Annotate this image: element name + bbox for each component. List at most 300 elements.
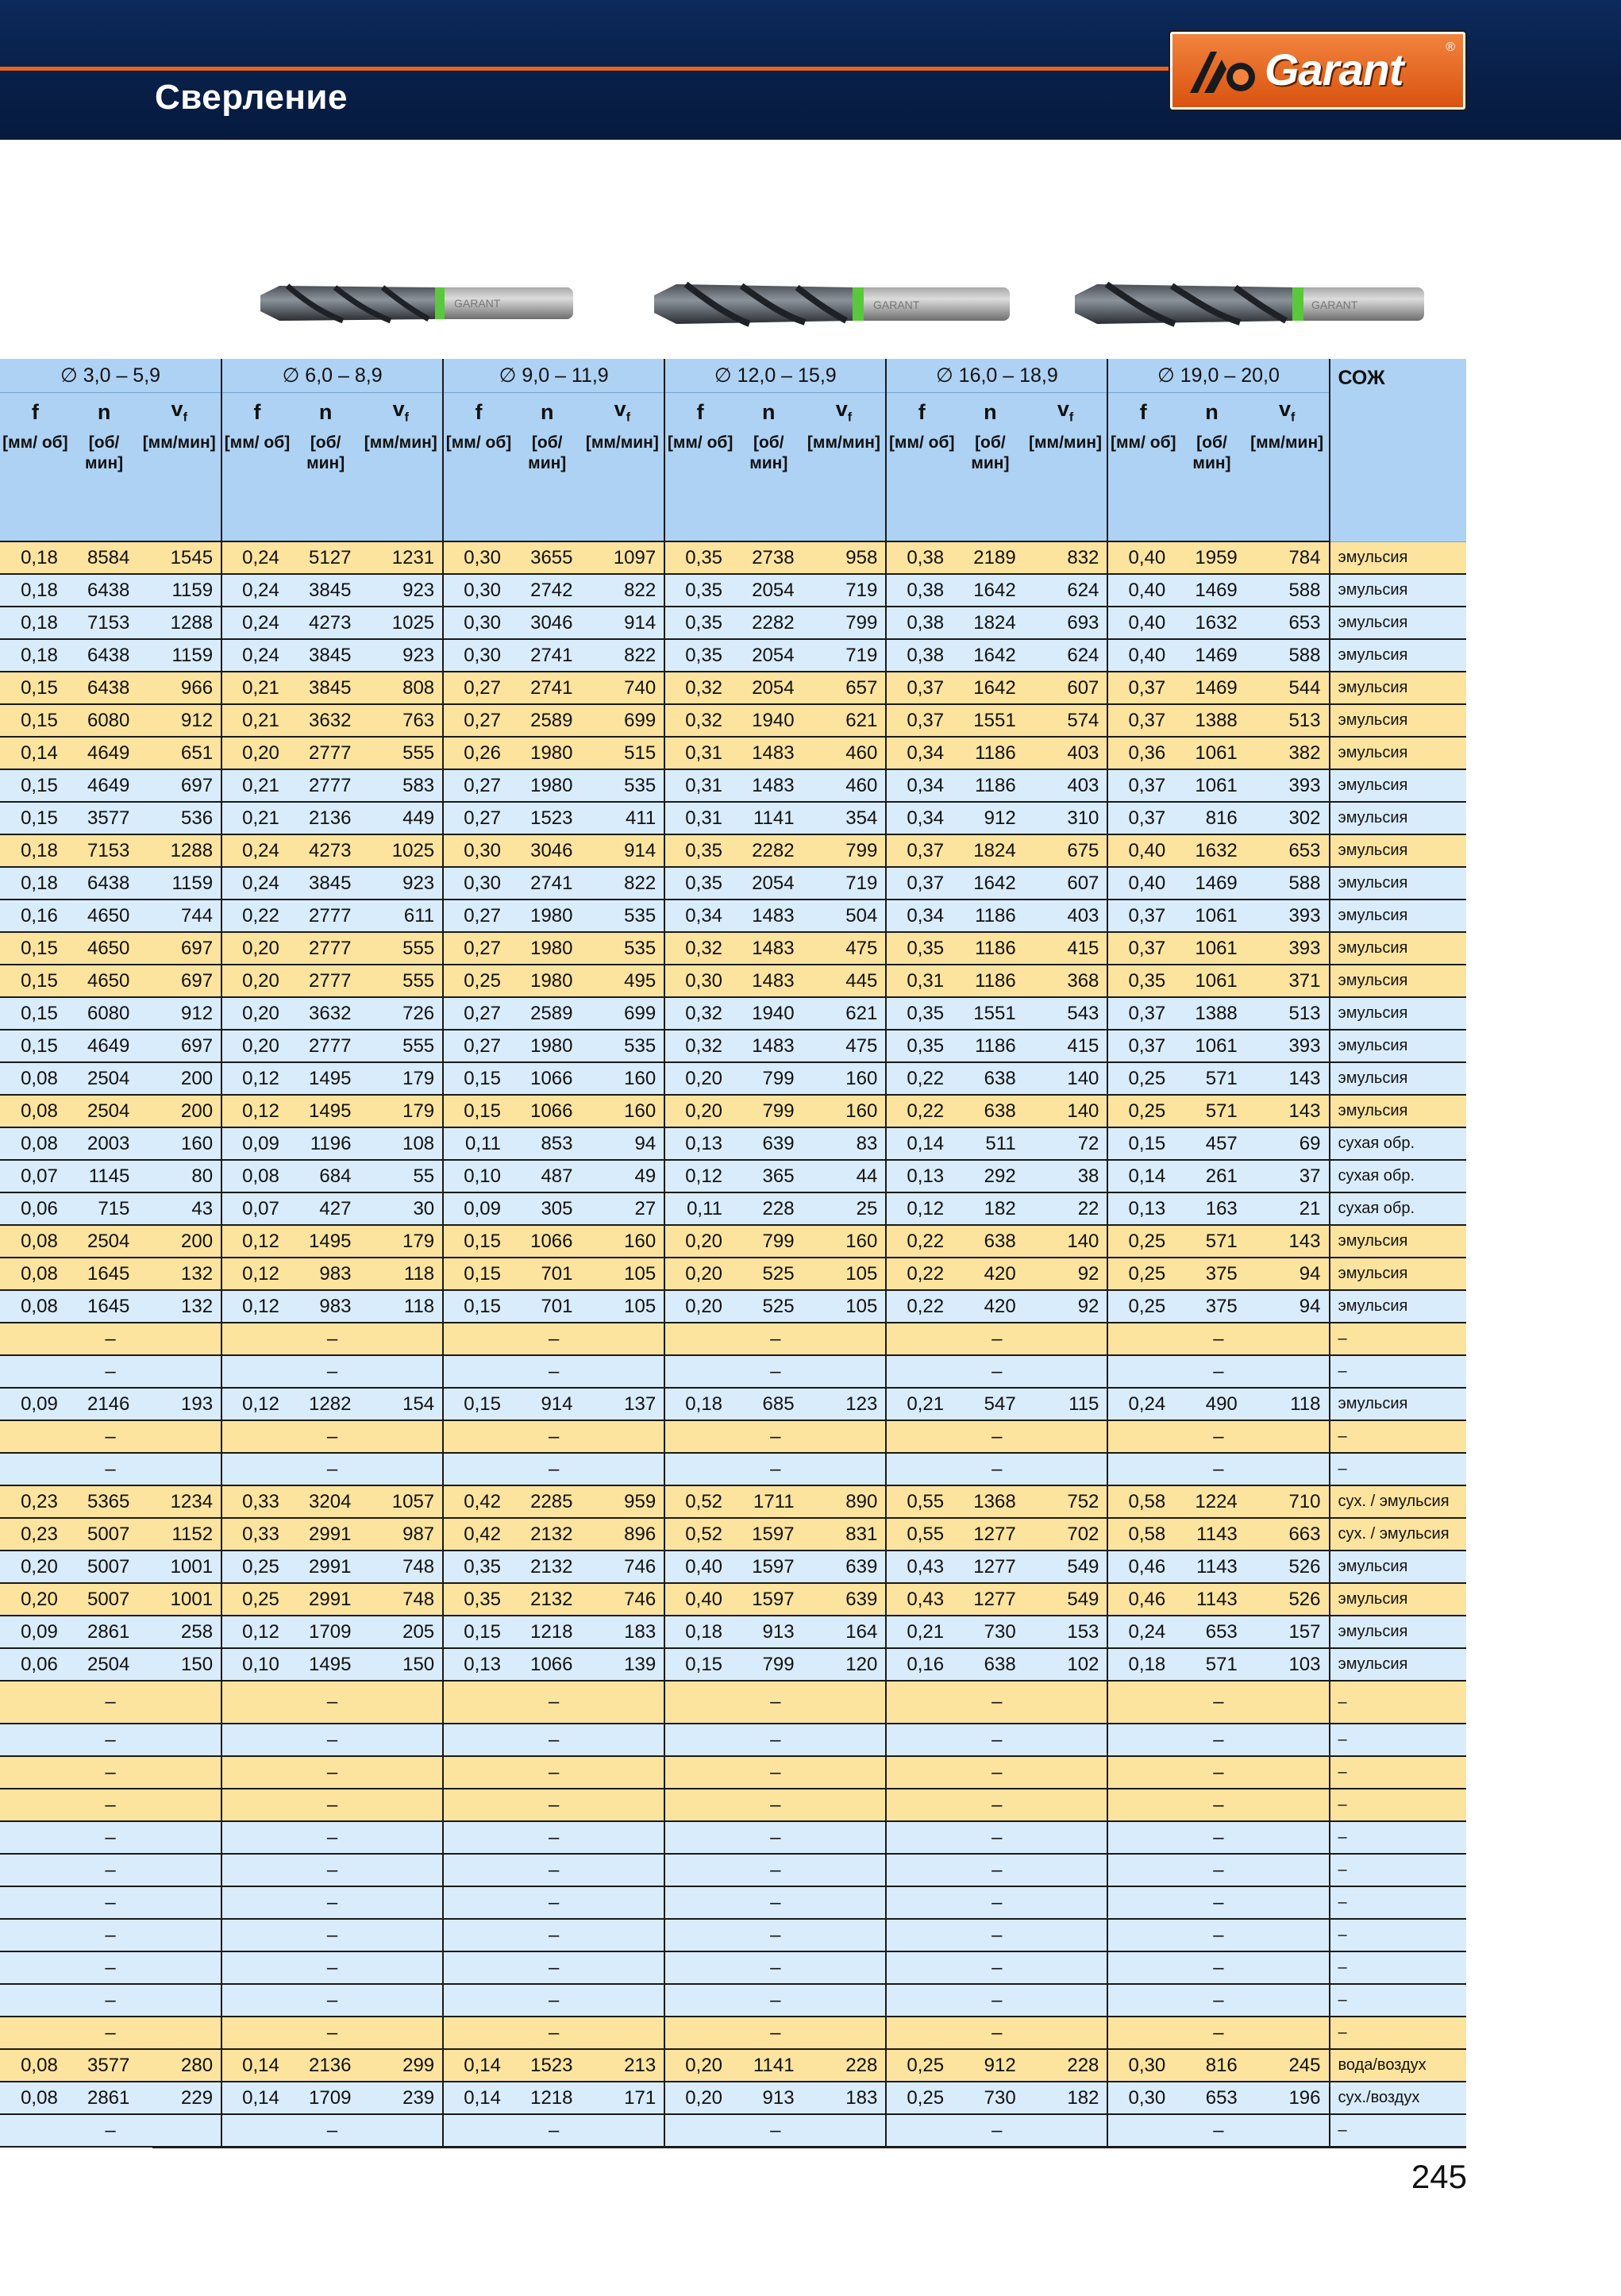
empty-cell: – [221, 1323, 443, 1355]
feed-cell: 0,08 [0, 1127, 71, 1160]
feedrate-cell: 746 [581, 1551, 665, 1583]
speed-cell: 1469 [1178, 867, 1246, 900]
empty-cell: – [0, 1821, 221, 1854]
feedrate-cell: 200 [137, 1225, 221, 1258]
feed-cell: 0,35 [886, 997, 957, 1030]
coolant-cell: эмульсия [1330, 1290, 1467, 1323]
empty-cell: – [1107, 1453, 1329, 1485]
table-row [0, 1290, 1466, 1323]
coolant-cell: эмульсия [1330, 1648, 1467, 1681]
feed-cell: 0,37 [1107, 1030, 1178, 1062]
drill-image-large [1072, 275, 1426, 333]
speed-cell: 2741 [514, 672, 581, 704]
feedrate-cell: 21 [1246, 1192, 1330, 1225]
feedrate-cell: 526 [1246, 1583, 1330, 1616]
coolant-cell: эмульсия [1330, 932, 1467, 965]
feed-cell: 0,22 [886, 1095, 957, 1127]
empty-cell: – [443, 1355, 664, 1388]
speed-cell: 3577 [71, 2049, 138, 2082]
feedrate-cell: 653 [1246, 834, 1330, 867]
feedrate-cell: 607 [1024, 672, 1108, 704]
coolant-cell: – [1330, 1919, 1467, 1951]
unit-n-header: [об/ мин] [514, 425, 581, 541]
table-row [0, 1485, 1466, 1518]
coolant-cell: эмульсия [1330, 802, 1467, 834]
feedrate-cell: 923 [359, 639, 443, 672]
feedrate-cell: 143 [1246, 1062, 1330, 1095]
feed-cell: 0,37 [1107, 672, 1178, 704]
coolant-cell: сухая обр. [1330, 1160, 1467, 1192]
feed-cell: 0,16 [0, 900, 71, 932]
feedrate-cell: 228 [803, 2049, 887, 2082]
coolant-cell: – [1330, 1323, 1467, 1355]
feedrate-cell: 535 [581, 900, 665, 932]
feedrate-cell: 382 [1246, 737, 1330, 769]
speed-cell: 1061 [1178, 932, 1246, 965]
coolant-cell: эмульсия [1330, 1551, 1467, 1583]
speed-cell: 1277 [957, 1551, 1024, 1583]
feedrate-cell: 822 [581, 867, 665, 900]
speed-cell: 3632 [292, 997, 360, 1030]
header-accent-line [0, 67, 1175, 71]
speed-cell: 2054 [735, 574, 803, 607]
feed-cell: 0,14 [221, 2082, 292, 2114]
coolant-cell: эмульсия [1330, 1388, 1467, 1420]
feedrate-cell: 831 [803, 1518, 887, 1551]
diameter-group-header: ∅ 16,0 – 18,9 [886, 359, 1107, 393]
feedrate-cell: 1159 [137, 639, 221, 672]
feedrate-cell: 105 [803, 1258, 887, 1290]
speed-cell: 6080 [71, 704, 138, 737]
coolant-cell: – [1330, 1789, 1467, 1821]
speed-cell: 547 [957, 1388, 1024, 1420]
feed-cell: 0,22 [221, 900, 292, 932]
speed-cell: 1709 [292, 2082, 360, 2114]
speed-cell: 1980 [514, 900, 581, 932]
speed-cell: 1642 [957, 574, 1024, 607]
feed-cell: 0,40 [1107, 574, 1178, 607]
speed-cell: 2132 [514, 1583, 581, 1616]
feedrate-cell: 746 [581, 1583, 665, 1616]
feed-cell: 0,18 [0, 541, 71, 574]
feedrate-cell: 611 [359, 900, 443, 932]
speed-cell: 799 [735, 1225, 803, 1258]
feedrate-cell: 475 [803, 1030, 887, 1062]
table-row [0, 639, 1466, 672]
table-row [0, 1756, 1466, 1789]
param-v-subscript: f [626, 410, 631, 424]
speed-cell: 4273 [292, 834, 360, 867]
speed-cell: 1143 [1178, 1583, 1246, 1616]
feed-cell: 0,13 [886, 1160, 957, 1192]
table-row [0, 1030, 1466, 1062]
param-v-subscript: f [1068, 410, 1074, 424]
feed-cell: 0,18 [0, 574, 71, 607]
feed-cell: 0,08 [0, 1258, 71, 1290]
table-row [0, 1323, 1466, 1355]
speed-cell: 1469 [1178, 574, 1246, 607]
speed-cell: 799 [735, 1062, 803, 1095]
feed-cell: 0,20 [664, 1225, 735, 1258]
feedrate-cell: 258 [137, 1616, 221, 1648]
speed-cell: 1061 [1178, 900, 1246, 932]
speed-cell: 6438 [71, 639, 138, 672]
feedrate-cell: 748 [359, 1551, 443, 1583]
empty-cell: – [886, 1919, 1107, 1951]
speed-cell: 2282 [735, 607, 803, 639]
feed-cell: 0,13 [443, 1648, 514, 1681]
speed-cell: 1551 [957, 997, 1024, 1030]
param-v-label: v [835, 396, 848, 421]
speed-cell: 571 [1178, 1648, 1246, 1681]
drill-label: GARANT [1311, 299, 1358, 311]
coolant-cell: – [1330, 1355, 1467, 1388]
feed-cell: 0,37 [886, 834, 957, 867]
feed-cell: 0,21 [221, 672, 292, 704]
speed-cell: 1483 [735, 769, 803, 802]
param-n-header: n [957, 393, 1024, 426]
speed-cell: 1388 [1178, 997, 1246, 1030]
speed-cell: 3845 [292, 574, 360, 607]
speed-cell: 701 [514, 1290, 581, 1323]
feed-cell: 0,21 [221, 704, 292, 737]
empty-cell: – [443, 1420, 664, 1453]
page-number: 245 [1411, 2158, 1467, 2195]
feedrate-cell: 183 [581, 1616, 665, 1648]
speed-cell: 4650 [71, 932, 138, 965]
empty-cell: – [443, 1681, 664, 1724]
feedrate-cell: 549 [1024, 1583, 1108, 1616]
feedrate-cell: 37 [1246, 1160, 1330, 1192]
feedrate-cell: 653 [1246, 607, 1330, 639]
feedrate-cell: 213 [581, 2049, 665, 2082]
speed-cell: 1277 [957, 1518, 1024, 1551]
feed-cell: 0,08 [0, 2049, 71, 2082]
speed-cell: 1523 [514, 2049, 581, 2082]
speed-cell: 511 [957, 1127, 1024, 1160]
speed-cell: 1145 [71, 1160, 138, 1192]
feedrate-cell: 160 [803, 1095, 887, 1127]
empty-cell: – [664, 1453, 886, 1485]
feed-cell: 0,12 [221, 1616, 292, 1648]
feed-cell: 0,30 [664, 965, 735, 997]
empty-cell: – [664, 2017, 886, 2049]
speed-cell: 5365 [71, 1485, 138, 1518]
table-row [0, 607, 1466, 639]
feedrate-cell: 43 [137, 1192, 221, 1225]
speed-cell: 1469 [1178, 639, 1246, 672]
feedrate-cell: 535 [581, 1030, 665, 1062]
feed-cell: 0,30 [443, 541, 514, 574]
param-v-subscript: f [847, 410, 853, 424]
empty-cell: – [1107, 1756, 1329, 1789]
empty-cell: – [0, 1854, 221, 1886]
feed-cell: 0,18 [664, 1616, 735, 1648]
drill-image-small [256, 275, 575, 332]
speed-cell: 912 [957, 802, 1024, 834]
speed-cell: 2136 [292, 2049, 360, 2082]
empty-cell: – [0, 1681, 221, 1724]
feedrate-cell: 160 [137, 1127, 221, 1160]
feedrate-cell: 118 [1246, 1388, 1330, 1420]
feedrate-cell: 624 [1024, 639, 1108, 672]
empty-cell: – [886, 2017, 1107, 2049]
feed-cell: 0,40 [1107, 541, 1178, 574]
feed-cell: 0,24 [221, 607, 292, 639]
feed-cell: 0,20 [664, 1258, 735, 1290]
speed-cell: 685 [735, 1388, 803, 1420]
feedrate-cell: 403 [1024, 900, 1108, 932]
speed-cell: 2777 [292, 965, 360, 997]
table-row [0, 965, 1466, 997]
feed-cell: 0,24 [221, 541, 292, 574]
table-row [0, 1616, 1466, 1648]
feed-cell: 0,15 [0, 1030, 71, 1062]
empty-cell: – [443, 1984, 664, 2017]
feedrate-cell: 183 [803, 2082, 887, 2114]
speed-cell: 1642 [957, 867, 1024, 900]
feedrate-cell: 115 [1024, 1388, 1108, 1420]
unit-f-header: [мм/ об] [221, 425, 292, 541]
empty-cell: – [443, 2017, 664, 2049]
param-vf-header [359, 393, 443, 426]
param-n-header: n [514, 393, 581, 426]
feed-cell: 0,46 [1107, 1583, 1178, 1616]
table-row [0, 1095, 1466, 1127]
feedrate-cell: 196 [1246, 2082, 1330, 2114]
empty-cell: – [664, 2114, 886, 2147]
speed-cell: 1980 [514, 737, 581, 769]
speed-cell: 1495 [292, 1095, 360, 1127]
feedrate-cell: 460 [803, 737, 887, 769]
feed-cell: 0,20 [664, 1290, 735, 1323]
feed-cell: 0,37 [1107, 802, 1178, 834]
table-row [0, 867, 1466, 900]
feedrate-cell: 702 [1024, 1518, 1108, 1551]
feed-cell: 0,12 [886, 1192, 957, 1225]
speed-cell: 1186 [957, 900, 1024, 932]
diameter-group-header: ∅ 3,0 – 5,9 [0, 359, 221, 393]
speed-cell: 1709 [292, 1616, 360, 1648]
table-row [0, 769, 1466, 802]
coolant-cell: эмульсия [1330, 541, 1467, 574]
feed-cell: 0,32 [664, 672, 735, 704]
speed-cell: 6438 [71, 672, 138, 704]
speed-cell: 490 [1178, 1388, 1246, 1420]
feedrate-cell: 105 [803, 1290, 887, 1323]
speed-cell: 305 [514, 1192, 581, 1225]
speed-cell: 2777 [292, 932, 360, 965]
feedrate-cell: 393 [1246, 769, 1330, 802]
empty-cell: – [664, 1984, 886, 2017]
feedrate-cell: 1001 [137, 1583, 221, 1616]
feedrate-cell: 415 [1024, 1030, 1108, 1062]
feedrate-cell: 588 [1246, 574, 1330, 607]
feed-cell: 0,13 [664, 1127, 735, 1160]
table-row [0, 1984, 1466, 2017]
speed-cell: 2738 [735, 541, 803, 574]
speed-cell: 2777 [292, 1030, 360, 1062]
feed-cell: 0,24 [221, 834, 292, 867]
feedrate-cell: 49 [581, 1160, 665, 1192]
feedrate-cell: 154 [359, 1388, 443, 1420]
speed-cell: 3845 [292, 867, 360, 900]
empty-cell: – [1107, 1789, 1329, 1821]
coolant-cell: сухая обр. [1330, 1192, 1467, 1225]
empty-cell: – [221, 1420, 443, 1453]
feed-cell: 0,08 [221, 1160, 292, 1192]
feed-cell: 0,15 [443, 1225, 514, 1258]
feedrate-cell: 513 [1246, 997, 1330, 1030]
diameter-group-header: ∅ 6,0 – 8,9 [221, 359, 443, 393]
feed-cell: 0,35 [1107, 965, 1178, 997]
feedrate-cell: 179 [359, 1062, 443, 1095]
feed-cell: 0,20 [664, 1062, 735, 1095]
unit-f-header: [мм/ об] [443, 425, 514, 541]
feedrate-cell: 140 [1024, 1062, 1108, 1095]
speed-cell: 1218 [514, 2082, 581, 2114]
speed-cell: 3632 [292, 704, 360, 737]
feedrate-cell: 555 [359, 737, 443, 769]
speed-cell: 1224 [1178, 1485, 1246, 1518]
coolant-cell: эмульсия [1330, 1095, 1467, 1127]
speed-cell: 2003 [71, 1127, 138, 1160]
empty-cell: – [221, 2114, 443, 2147]
empty-cell: – [0, 1756, 221, 1789]
unit-v-header: [мм/мин] [359, 425, 443, 541]
feed-cell: 0,15 [0, 672, 71, 704]
speed-cell: 571 [1178, 1225, 1246, 1258]
speed-cell: 6438 [71, 867, 138, 900]
garant-logo-icon [1187, 48, 1263, 96]
table-row [0, 1258, 1466, 1290]
feed-cell: 0,23 [0, 1518, 71, 1551]
feedrate-cell: 143 [1246, 1225, 1330, 1258]
speed-cell: 1980 [514, 932, 581, 965]
empty-cell: – [0, 1355, 221, 1388]
feed-cell: 0,13 [1107, 1192, 1178, 1225]
footer-line [152, 2146, 1466, 2148]
speed-cell: 7153 [71, 607, 138, 639]
feed-cell: 0,32 [664, 1030, 735, 1062]
coolant-cell: эмульсия [1330, 1225, 1467, 1258]
speed-cell: 1186 [957, 1030, 1024, 1062]
table-row [0, 1919, 1466, 1951]
unit-v-header: [мм/мин] [1246, 425, 1330, 541]
feedrate-cell: 1288 [137, 607, 221, 639]
garant-logo [1170, 32, 1465, 110]
empty-cell: – [886, 1323, 1107, 1355]
speed-cell: 2742 [514, 574, 581, 607]
feedrate-cell: 393 [1246, 900, 1330, 932]
feed-cell: 0,23 [0, 1485, 71, 1518]
speed-cell: 1711 [735, 1485, 803, 1518]
speed-cell: 4649 [71, 737, 138, 769]
feed-cell: 0,31 [664, 737, 735, 769]
table-row [0, 1388, 1466, 1420]
feedrate-cell: 890 [803, 1485, 887, 1518]
speed-cell: 5007 [71, 1583, 138, 1616]
feedrate-cell: 621 [803, 997, 887, 1030]
feed-cell: 0,20 [221, 737, 292, 769]
speed-cell: 1980 [514, 769, 581, 802]
feed-cell: 0,40 [664, 1551, 735, 1583]
speed-cell: 730 [957, 2082, 1024, 2114]
feed-cell: 0,30 [1107, 2049, 1178, 2082]
empty-cell: – [221, 1886, 443, 1919]
empty-cell: – [443, 1724, 664, 1756]
speed-cell: 2777 [292, 737, 360, 769]
feed-cell: 0,15 [443, 1388, 514, 1420]
empty-cell: – [664, 1886, 886, 1919]
feed-cell: 0,35 [443, 1583, 514, 1616]
empty-cell: – [443, 1821, 664, 1854]
feed-cell: 0,34 [886, 769, 957, 802]
feed-cell: 0,14 [0, 737, 71, 769]
feedrate-cell: 140 [1024, 1225, 1108, 1258]
param-n-header: n [1178, 393, 1246, 426]
table-row [0, 932, 1466, 965]
empty-cell: – [443, 1886, 664, 1919]
feed-cell: 0,08 [0, 1225, 71, 1258]
feed-cell: 0,20 [221, 1030, 292, 1062]
speed-cell: 571 [1178, 1062, 1246, 1095]
speed-cell: 638 [957, 1095, 1024, 1127]
empty-cell: – [0, 2017, 221, 2049]
speed-cell: 816 [1178, 2049, 1246, 2082]
empty-cell: – [664, 1681, 886, 1724]
cutting-data-table-wrap [0, 359, 1466, 2148]
param-v-label: v [1057, 396, 1069, 421]
empty-cell: – [886, 1420, 1107, 1453]
feed-cell: 0,12 [221, 1062, 292, 1095]
feed-cell: 0,34 [886, 900, 957, 932]
speed-cell: 914 [514, 1388, 581, 1420]
feed-cell: 0,37 [1107, 704, 1178, 737]
speed-cell: 1282 [292, 1388, 360, 1420]
feedrate-cell: 38 [1024, 1160, 1108, 1192]
feed-cell: 0,07 [0, 1160, 71, 1192]
empty-cell: – [221, 1756, 443, 1789]
feedrate-cell: 92 [1024, 1258, 1108, 1290]
speed-cell: 1959 [1178, 541, 1246, 574]
feedrate-cell: 535 [581, 932, 665, 965]
feed-cell: 0,15 [0, 997, 71, 1030]
speed-cell: 1495 [292, 1062, 360, 1095]
feed-cell: 0,07 [221, 1192, 292, 1225]
speed-cell: 2285 [514, 1485, 581, 1518]
feed-cell: 0,24 [221, 867, 292, 900]
coolant-cell: сух. / эмульсия [1330, 1518, 1467, 1551]
feed-cell: 0,30 [443, 834, 514, 867]
feedrate-cell: 22 [1024, 1192, 1108, 1225]
feedrate-cell: 719 [803, 867, 887, 900]
feed-cell: 0,31 [664, 802, 735, 834]
feedrate-cell: 923 [359, 574, 443, 607]
empty-cell: – [221, 1951, 443, 1984]
speed-cell: 4650 [71, 900, 138, 932]
feed-cell: 0,25 [221, 1551, 292, 1583]
speed-cell: 2504 [71, 1225, 138, 1258]
diameter-group-header: ∅ 9,0 – 11,9 [443, 359, 664, 393]
feedrate-cell: 139 [581, 1648, 665, 1681]
feedrate-cell: 105 [581, 1258, 665, 1290]
speed-cell: 1186 [957, 932, 1024, 965]
feed-cell: 0,20 [0, 1551, 71, 1583]
feedrate-cell: 639 [803, 1551, 887, 1583]
param-vf-header [137, 393, 221, 426]
speed-cell: 1632 [1178, 834, 1246, 867]
